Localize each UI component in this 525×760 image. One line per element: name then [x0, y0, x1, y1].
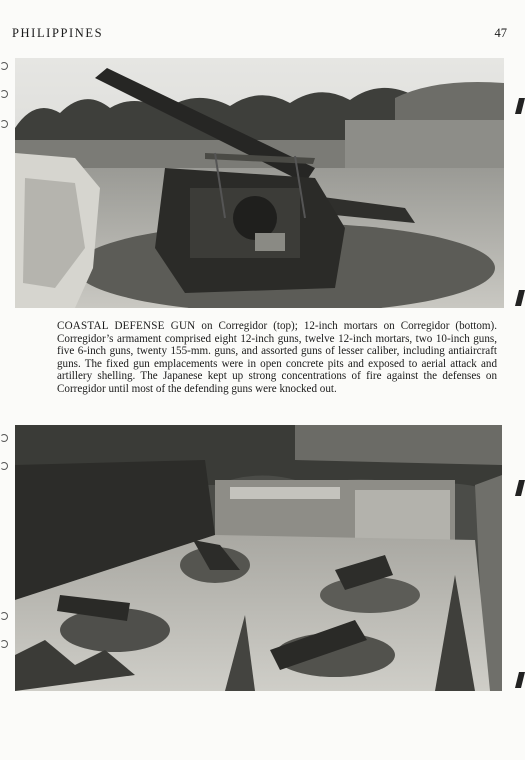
binding-hole	[0, 462, 8, 470]
watermark-logo-icon	[515, 480, 525, 496]
caption-body: on Corregidor (top); 12-inch mortars on Corregidor (bottom). Corregidor’s armament comprised eight 12-inch guns, twelve 12-inch mortars, two 10-inch guns, five 6-inch guns, twenty 155-mm. guns, and assorted guns of lesser caliber, including antiaircraft guns. The fixed gun emplacements were in open concrete pits and exposed to aerial attack and artillery shelling. The Japanese kept up strong concentrations of fire against the defenses on Corregidor until most of the defending guns were knocked out.	[57, 320, 498, 395]
binding-hole	[0, 62, 8, 70]
binding-hole	[0, 120, 8, 128]
binding-hole	[0, 640, 8, 648]
binding-hole	[0, 612, 8, 620]
watermark-logo-icon	[515, 98, 525, 114]
caption-lead: COASTAL DEFENSE GUN	[57, 320, 196, 332]
watermark-logo-icon	[515, 672, 525, 688]
photo-coastal-defense-gun	[15, 58, 504, 308]
running-header-section: PHILIPPINES	[12, 26, 104, 40]
binding-hole	[0, 434, 8, 442]
page-number: 47	[494, 26, 507, 40]
photo-caption	[57, 320, 497, 396]
binding-hole	[0, 90, 8, 98]
watermark-logo-icon	[515, 290, 525, 306]
photo-mortars	[15, 425, 502, 691]
